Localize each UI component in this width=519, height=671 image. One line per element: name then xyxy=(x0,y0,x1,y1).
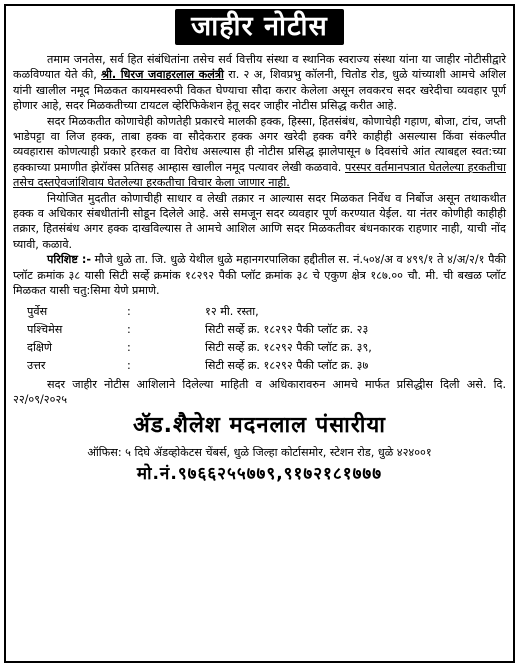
intro-text-a: तमाम जनतेस, सर्व हित संबंधितांना तसेच सर्व वित्तीय संस्था व स्थानिक स्वराज्य संस्था यांना या जाहीर नोटीसीद्वारे कळविण्यात येते की, xyxy=(13,53,506,82)
boundary-colon: : xyxy=(127,304,131,318)
deadline-text: नियोजित मुदतीत कोणाचीही साधार व लेखी तक्रार न आल्यास सदर मिळकत निर्वेध व निर्बोज असून तथाकथीत हक्क व अधिकार संबधीतांनी सोडून दिलेले आहे. असे समजून सदर व्यवहार पूर्ण करण्यात येईल. या नंतर कोणीही काहीही तक्रार, हितसंबंध अगर हक्क दाखविल्यास ते आमचे आशिल आणि सदर मिळकतीवर बंधनकारक राहणार नाही, याची नोंद घ्यावी, कळावे. xyxy=(13,191,506,251)
title-wrap xyxy=(6,6,513,52)
paragraph-deadline xyxy=(13,191,506,253)
boundary-direction: उत्तर xyxy=(27,358,46,372)
boundary-direction: पुर्वेस xyxy=(27,304,48,318)
boundary-value: सिटी सर्व्हे क्र. १८२९२ पैकी प्लॉट क्र. २३ xyxy=(205,322,369,336)
boundaries-table xyxy=(27,303,372,375)
objection-text: सदर मिळकतीत कोणाचेही कोणतेही प्रकारचे मालकी हक्क, हिस्सा, हितसंबंध, कोणाचेही गहाण, बोजा, टांच, जप्ती भाडेपट्टा वा लिज हक्क, ताबा हक्क वा सौदेकरार हक्क अगर खरेदी हक्क वगैरे काहीही असल्यास किंवा संकल्पीत व्यवहारास कोणत्याही प्रकारे हरकत वा विरोध असल्यास ही नोटीस प्रसिद्ध झालेपासून ७ दिवसांचे आंत त्याबद्दल स्वत:च्या हक्काच्या प्रमाणीत झेरॉक्स प्रतिसह आम्हास खालील नमूद पत्यावर लेखी कळवावे. xyxy=(13,114,506,174)
boundary-row xyxy=(27,321,372,339)
intro-text-b: रा. २ अ, शिवप्रभु कॉलनी, चितोड रोड, धुळे यांच्याशी आमचे अशिल यांनी खालील नमूद मिळकत कायमस्वरुपी विकत घेण्याचा सौदा करार केलेला असून लवकरच सदर खरेदीचा व्यवहार पूर्ण होणार आहे, सदर मिळकतीच्या टायटल व्हेरिफिकेशन हेतू सदर जाहीर नोटीस प्रसिद्ध करीत आहे. xyxy=(13,68,506,113)
seller-name: श्री. धिरज जवाहरलाल कलंत्री xyxy=(101,68,224,82)
paragraph-schedule xyxy=(13,252,506,298)
boundary-direction: दक्षिणे xyxy=(27,340,52,354)
boundary-colon: : xyxy=(127,358,131,372)
boundary-row xyxy=(27,303,372,321)
boundary-value: सिटी सर्व्हे क्र. १८२९२ पैकी प्लॉट क्र. ३७ xyxy=(205,358,369,372)
boundary-row xyxy=(27,339,372,357)
paragraph-closing xyxy=(13,377,506,408)
closing-text: सदर जाहीर नोटीस आशिलाने दिलेल्या माहिती व अधिकारावरुन आमचे मार्फत प्रसिद्धीस दिली असे. दि. २२/०९/२०२५ xyxy=(13,377,506,406)
boundary-value: सिटी सर्व्हे क्र. १८२९२ पैकी प्लॉट क्र. ३९, xyxy=(205,340,372,354)
boundary-value: १२ मी. रस्ता, xyxy=(205,304,259,318)
boundary-colon: : xyxy=(127,340,131,354)
paragraph-intro xyxy=(13,52,506,114)
schedule-label: परिशिष्ट :- xyxy=(47,253,91,267)
boundary-direction: पश्चिमेस xyxy=(27,322,63,336)
boundary-colon: : xyxy=(127,322,131,336)
office-address: ऑफिस: ५ दिघे ॲडव्होकेटस चेंबर्स, धुळे जिल्हा कोर्टासमोर, स्टेशन रोड, धुळे ४२४००१ xyxy=(87,446,432,460)
paragraph-objection xyxy=(13,114,506,191)
objection-warning: परस्पर वर्तमानपत्रात घेतलेल्या हरकतीचा तसेच दस्तऐवजांशिवाय घेतलेल्या हरकतीचा विचार केला जाणार नाही. xyxy=(13,160,506,190)
notice-body xyxy=(6,52,513,407)
advocate-name: ॲड.शैलेश मदनलाल पंसारीया xyxy=(133,413,386,439)
boundary-row xyxy=(27,357,372,375)
notice-title: जाहीर नोटीस xyxy=(175,9,344,45)
public-notice xyxy=(4,4,515,663)
mobile-numbers: मो.नं.९७६६२५५७७९,९१७२१८१७७७ xyxy=(136,464,383,485)
schedule-text: मौजे धुळे ता. जि. धुळे येथील धुळे महानगरपालिका हद्दीतील स. नं.५०४/अ व ४९९/१ ते ४/अ/२/१ पैकी प्लॉट क्रमांक ३८ यासी सिटी सर्व्हे क्रमांक १८२९२ पैकी प्लॉट क्रमांक ३८ चे एकुण क्षेत्र १८७.०० चौ. मी. ची बखळ प्लॉट मिळकत यासी चतु:सिमा येणे प्रमाणे. xyxy=(13,253,506,298)
